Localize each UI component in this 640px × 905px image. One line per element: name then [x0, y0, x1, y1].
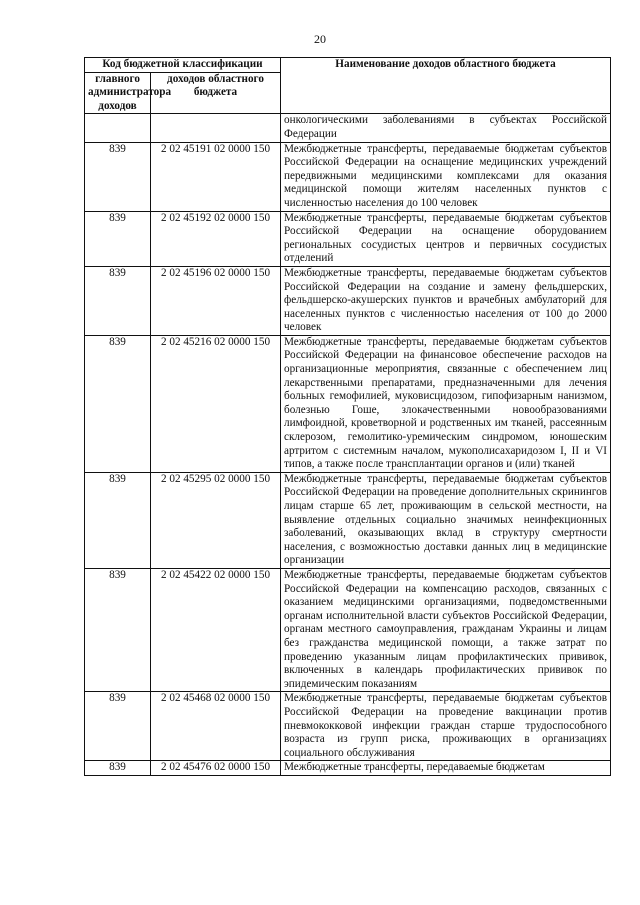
admin-code-cell: 839 [85, 568, 151, 691]
admin-code-cell: 839 [85, 211, 151, 266]
revenue-code-cell: 2 02 45422 02 0000 150 [151, 568, 281, 691]
revenue-code-cell: 2 02 45295 02 0000 150 [151, 472, 281, 568]
admin-code-cell: 839 [85, 472, 151, 568]
admin-code-cell: 839 [85, 142, 151, 211]
admin-code-cell: 839 [85, 692, 151, 761]
table-row [85, 761, 611, 776]
admin-code-cell [85, 114, 151, 142]
table-body [85, 114, 611, 776]
revenue-code-cell: 2 02 45191 02 0000 150 [151, 142, 281, 211]
description-cell: Межбюджетные трансферты, передаваемые бюджетам субъектов Российской Федерации на проведение дополнительных скринингов лицам старше 65 лет, проживающим в сельской местности, на выявление отдельных социально значимых неинфекционных заболеваний, оказывающих вклад в структуру смертности населения, с возможностью доставки данных лиц в медицинские организации [281, 472, 611, 568]
page-number: 20 [314, 32, 326, 46]
table-row [85, 266, 611, 335]
header-revenue-code: доходов областного бюджета [151, 72, 281, 114]
revenue-code-cell: 2 02 45476 02 0000 150 [151, 761, 281, 776]
table-row [85, 142, 611, 211]
revenue-code-cell: 2 02 45196 02 0000 150 [151, 266, 281, 335]
admin-code-cell: 839 [85, 335, 151, 472]
admin-code-cell: 839 [85, 761, 151, 776]
table-row [85, 692, 611, 761]
table-header [85, 58, 611, 114]
revenue-code-cell: 2 02 45216 02 0000 150 [151, 335, 281, 472]
description-cell: Межбюджетные трансферты, передаваемые бюджетам субъектов Российской Федерации на компенсацию расходов, связанных с оказанием медицинскими организациями, подведомственными органам исполнительной власти субъектов Российской Федерации, органам местного самоуправления, гражданам Украины и лицам без гражданства медицинской помощи, а также затрат по проведению указанным лицам профилактических прививок, включенных в календарь профилактических прививок по эпидемическим показаниям [281, 568, 611, 691]
revenue-code-cell: 2 02 45192 02 0000 150 [151, 211, 281, 266]
revenue-code-cell: 2 02 45468 02 0000 150 [151, 692, 281, 761]
description-cell: Межбюджетные трансферты, передаваемые бюджетам [281, 761, 611, 776]
table-row [85, 472, 611, 568]
description-cell: онкологическими заболеваниями в субъектах Российской Федерации [281, 114, 611, 142]
table-row [85, 335, 611, 472]
table-row [85, 211, 611, 266]
table-row [85, 114, 611, 142]
table-row [85, 568, 611, 691]
description-cell: Межбюджетные трансферты, передаваемые бюджетам субъектов Российской Федерации на проведение вакцинации против пневмококковой инфекции граждан старше трудоспособного возраста из групп риска, проживающих в организациях социального обслуживания [281, 692, 611, 761]
description-cell: Межбюджетные трансферты, передаваемые бюджетам субъектов Российской Федерации на оснащение медицинских учреждений передвижными медицинскими комплексами для оказания медицинской помощи жителям населенных пунктов с численностью населения до 100 человек [281, 142, 611, 211]
admin-code-cell: 839 [85, 266, 151, 335]
description-cell: Межбюджетные трансферты, передаваемые бюджетам субъектов Российской Федерации на создание и замену фельдшерских, фельдшерско-акушерских пунктов и врачебных амбулаторий для населенных пунктов с численностью населения от 100 до 2000 человек [281, 266, 611, 335]
description-cell: Межбюджетные трансферты, передаваемые бюджетам субъектов Российской Федерации на оснащение оборудованием региональных сосудистых центров и первичных сосудистых отделений [281, 211, 611, 266]
header-revenue-name: Наименование доходов областного бюджета [281, 58, 611, 114]
revenue-code-cell [151, 114, 281, 142]
header-admin-code: главного администратора доходов [85, 72, 151, 114]
budget-classification-table [84, 57, 611, 776]
header-classification-code: Код бюджетной классификации [85, 58, 281, 73]
description-cell: Межбюджетные трансферты, передаваемые бюджетам субъектов Российской Федерации на финансовое обеспечение расходов на организационные мероприятия, связанные с обеспечением лиц лекарственными препаратами, предназначенными для лечения больных гемофилией, муковисцидозом, гипофизарным нанизмом, болезнью Гоше, злокачественными новообразованиями лимфоидной, кроветворной и родственных им тканей, рассеянным склерозом, гемолитико-уремическим синдромом, юношеским артритом с системным началом, мукополисахаридозом I, II и VI типов, а также после трансплантации органов и (или) тканей [281, 335, 611, 472]
